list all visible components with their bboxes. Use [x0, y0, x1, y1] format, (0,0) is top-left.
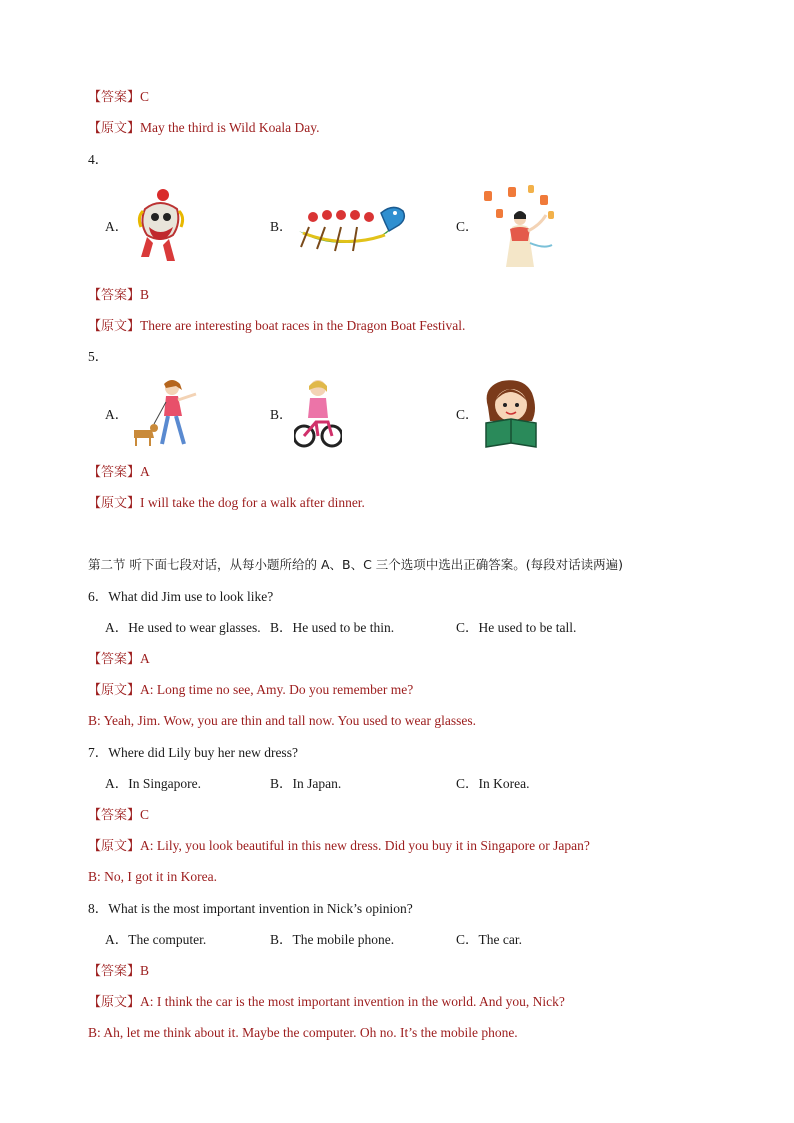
q7-source-b: B: No, I got it in Korea.	[88, 869, 217, 884]
q5-option-b-label: B．	[270, 407, 293, 422]
answer-tag: 【答案】	[88, 465, 141, 480]
q3-source: May the third is Wild Koala Day.	[140, 120, 320, 135]
q7-option-c: C．In Korea.	[456, 776, 530, 791]
answer-tag: 【答案】	[88, 90, 141, 105]
q4-option-c-label: C．	[456, 219, 479, 234]
answer-tag: 【答案】	[88, 288, 141, 303]
q6-option-a: A．He used to wear glasses.	[105, 620, 261, 635]
q7-answer: C	[140, 807, 150, 822]
q6-answer: A	[140, 651, 150, 666]
q5-number: 5．	[88, 349, 109, 364]
q6-source-b: B: Yeah, Jim. Wow, you are thin and tall now. You used to wear glasses.	[88, 713, 477, 728]
q8-source-b: B: Ah, let me think about it. Maybe the computer. Oh no. It’s the mobile phone.	[88, 1025, 518, 1040]
q5-source: I will take the dog for a walk after dinner.	[140, 495, 365, 510]
q5-option-a-label: A．	[105, 407, 129, 422]
answer-tag: 【答案】	[88, 652, 141, 667]
q4-option-a-label: A．	[105, 219, 129, 234]
q8-option-b: B．The mobile phone.	[270, 932, 395, 947]
q4-option-b-label: B．	[270, 219, 293, 234]
source-tag: 【原文】	[88, 995, 141, 1010]
q7-option-b: B．In Japan.	[270, 776, 342, 791]
q3-answer: C	[140, 89, 150, 104]
q4-number: 4．	[88, 152, 109, 167]
q8-option-a: A．The computer.	[105, 932, 207, 947]
q5-option-c-label: C．	[456, 407, 479, 422]
q4-answer: B	[140, 287, 150, 302]
answer-tag: 【答案】	[88, 964, 141, 979]
q7-option-a: A．In Singapore.	[105, 776, 201, 791]
q6-answer-line	[88, 650, 150, 669]
dragon-boat-icon	[295, 197, 407, 255]
q5-answer: A	[140, 464, 150, 479]
section2-heading: 第二节 听下面七段对话，从每小题所给的 A、B、C 三个选项中选出正确答案。(每段对话读两遍)	[88, 557, 624, 572]
q4-answer-line	[88, 286, 149, 305]
q6-source-line	[88, 681, 413, 700]
q5-source-line	[88, 494, 365, 513]
q8-answer: B	[140, 963, 150, 978]
q6-option-b: B．He used to be thin.	[270, 620, 395, 635]
source-tag: 【原文】	[88, 319, 141, 334]
girl-riding-bike-icon	[294, 378, 342, 450]
lion-dance-icon	[135, 187, 185, 265]
q5-answer-line	[88, 463, 150, 482]
q8-answer-line	[88, 962, 149, 981]
q8-source-line	[88, 993, 565, 1012]
girl-walking-dog-icon	[130, 378, 204, 450]
q6-question: 6．What did Jim use to look like?	[88, 589, 274, 604]
answer-tag: 【答案】	[88, 808, 141, 823]
q3-answer-line	[88, 88, 149, 107]
q8-source-a: A: I think the car is the most important invention in the world. And you, Nick?	[140, 994, 565, 1009]
source-tag: 【原文】	[88, 683, 141, 698]
q8-option-c: C．The car.	[456, 932, 522, 947]
source-tag: 【原文】	[88, 496, 141, 511]
q3-source-line	[88, 119, 319, 138]
girl-reading-book-icon	[482, 377, 540, 449]
q4-source-line	[88, 317, 465, 336]
source-tag: 【原文】	[88, 839, 141, 854]
q7-question: 7．Where did Lily buy her new dress?	[88, 745, 298, 760]
source-tag: 【原文】	[88, 121, 141, 136]
q7-answer-line	[88, 806, 149, 825]
lantern-festival-girl-icon	[480, 185, 558, 269]
q6-source-a: A: Long time no see, Amy. Do you remember me?	[140, 682, 414, 697]
q8-question: 8．What is the most important invention in Nick’s opinion?	[88, 901, 413, 916]
q7-source-line	[88, 837, 590, 856]
q7-source-a: A: Lily, you look beautiful in this new dress. Did you buy it in Singapore or Japan?	[140, 838, 590, 853]
q6-option-c: C．He used to be tall.	[456, 620, 577, 635]
q4-source: There are interesting boat races in the Dragon Boat Festival.	[140, 318, 466, 333]
